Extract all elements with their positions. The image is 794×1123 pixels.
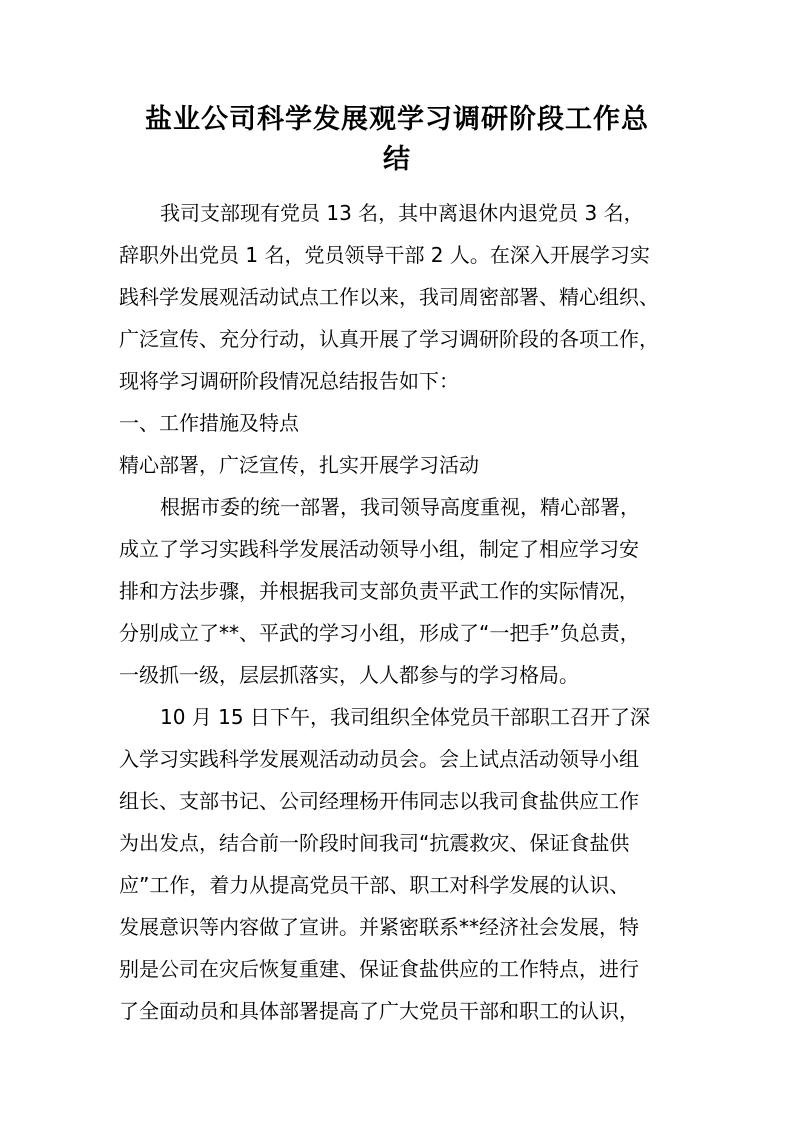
- body-line: 分别成立了**、平武的学习小组，形成了“一把手”负总责，: [119, 621, 640, 645]
- body-line: 发展意识等内容做了宣讲。并紧密联系**经济社会发展，特: [119, 915, 639, 939]
- body-line: 组长、支部书记、公司经理杨开伟同志以我司食盐供应工作: [119, 789, 639, 813]
- body-line: 一级抓一级，层层抓落实，人人都参与的学习格局。: [119, 663, 579, 687]
- body-line: 践科学发展观活动试点工作以来，我司周密部署、精心组织、: [119, 285, 659, 309]
- document-title-line-2: 结: [383, 144, 411, 175]
- body-line: 我司支部现有党员 13 名，其中离退休内退党员 3 名，: [160, 201, 644, 225]
- body-line: 辞职外出党员 1 名，党员领导干部 2 人。在深入开展学习实: [119, 243, 650, 267]
- body-line: 10 月 15 日下午，我司组织全体党员干部职工召开了深: [160, 705, 650, 729]
- body-line: 别是公司在灾后恢复重建、保证食盐供应的工作特点，进行: [119, 957, 639, 981]
- body-line: 应”工作，着力从提高党员干部、职工对科学发展的认识、: [119, 873, 630, 897]
- body-line: 现将学习调研阶段情况总结报告如下：: [119, 369, 459, 393]
- body-line: 入学习实践科学发展观活动动员会。会上试点活动领导小组: [119, 747, 639, 771]
- body-line: 为出发点，结合前一阶段时间我司“抗震救灾、保证食盐供: [119, 831, 630, 855]
- section-heading: 一、工作措施及特点: [119, 411, 299, 435]
- body-line: 根据市委的统一部署，我司领导高度重视，精心部署，: [160, 495, 640, 519]
- body-line: 了全面动员和具体部署提高了广大党员干部和职工的认识，: [119, 999, 639, 1023]
- subsection-heading: 精心部署，广泛宣传，扎实开展学习活动: [119, 453, 479, 477]
- document-title-line-1: 盐业公司科学发展观学习调研阶段工作总: [145, 104, 649, 135]
- body-line: 成立了学习实践科学发展活动领导小组，制定了相应学习安: [119, 537, 639, 561]
- body-line: 广泛宣传、充分行动，认真开展了学习调研阶段的各项工作，: [119, 327, 659, 351]
- body-line: 排和方法步骤，并根据我司支部负责平武工作的实际情况，: [119, 579, 639, 603]
